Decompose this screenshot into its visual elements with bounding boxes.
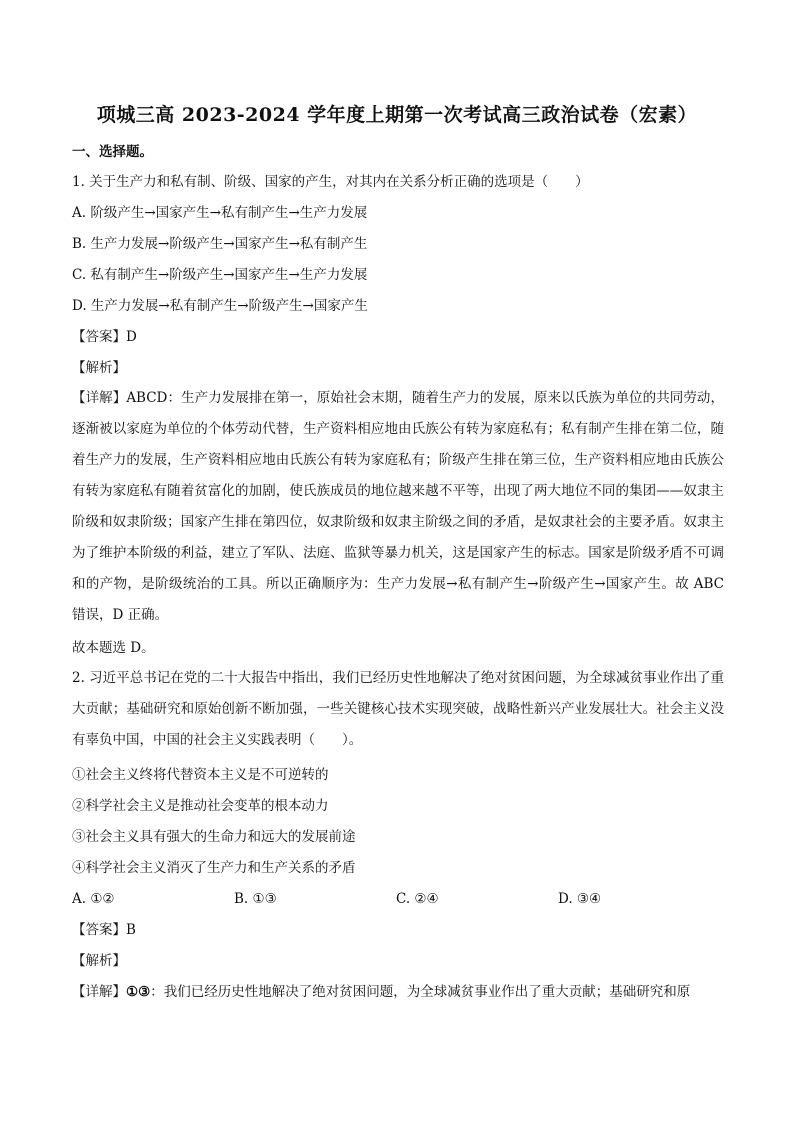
q1-detail-label: 【详解】 xyxy=(72,390,127,406)
q1-stem: 1. 关于生产力和私有制、阶级、国家的产生，对其内在关系分析正确的选项是（ ） xyxy=(72,174,589,190)
q2-options xyxy=(72,890,601,908)
q2-answer: 【答案】B xyxy=(72,922,136,938)
q2-statement-4: ④科学社会主义消灭了生产力和生产关系的矛盾 xyxy=(72,860,356,876)
q2-statement-2: ②科学社会主义是推动社会变革的根本动力 xyxy=(72,798,329,814)
q2-detail xyxy=(72,983,736,1001)
q2-option-b: B. ①③ xyxy=(234,891,277,907)
q1-detail-text: ABCD：生产力发展排在第一，原始社会末期，随着生产力的发展，原来以氏族为单位的共同劳动，逐渐被以家庭为单位的个体劳动代替，生产资料相应地由氏族公有转为家庭私有；私有制产生排在第二位，随着生产力的发展，生产资料相应地由氏族公有转为家庭私有；阶级产生排在第三位，生产资料相应地由氏族公有转为家庭私有随着贫富化的加剧，使氏族成员的地位越来越不平等，出现了两大地位不同的集团——奴隶主阶级和奴隶阶级；国家产生排在第四位，奴隶阶级和奴隶主阶级之间的矛盾，是奴隶社会的主要矛盾。奴隶主为了维护本阶级的利益，建立了军队、法庭、监狱等暴力机关，这是国家产生的标志。国家是阶级矛盾不可调和的产物，是阶级统治的工具。所以正确顺序为：生产力发展→私有制产生→阶级产生→国家产生。故 ABC 错误，D 正确。 xyxy=(72,390,725,623)
q2-statement-1: ①社会主义终将代替资本主义是不可逆转的 xyxy=(72,767,329,783)
q2-option-d: D. ③④ xyxy=(558,891,602,907)
q2-option-a: A. ①② xyxy=(72,891,115,907)
q1-option-d: D. 生产力发展→私有制产生→阶级产生→国家产生 xyxy=(72,298,368,314)
q2-statement-3: ③社会主义具有强大的生命力和远大的发展前途 xyxy=(72,829,356,845)
q1-conclusion: 故本题选 D。 xyxy=(72,640,155,656)
q2-detail-bold: ①③ xyxy=(126,984,151,1000)
q2-option-c: C. ②④ xyxy=(396,891,439,907)
q1-option-a: A. 阶级产生→国家产生→私有制产生→生产力发展 xyxy=(72,205,368,221)
page-title: 项城三高 2023-2024 学年度上期第一次考试高三政治试卷（宏素） xyxy=(96,104,698,126)
section-heading: 一、选择题。 xyxy=(72,144,153,160)
q1-analysis-label: 【解析】 xyxy=(72,360,126,376)
q1-answer: 【答案】D xyxy=(72,329,137,345)
q2-analysis-label: 【解析】 xyxy=(72,953,126,969)
q1-detail xyxy=(72,383,724,631)
q1-option-b: B. 生产力发展→阶级产生→国家产生→私有制产生 xyxy=(72,236,368,252)
q1-option-c: C. 私有制产生→阶级产生→国家产生→生产力发展 xyxy=(72,267,368,283)
q2-stem: 2. 习近平总书记在党的二十大报告中指出，我们已经历史性地解决了绝对贫困问题，为全球减贫事业作出了重大贡献；基础研究和原始创新不断加强，一些关键核心技术实现突破，战略性新兴产业发展壮大。社会主义没有辜负中国，中国的社会主义实践表明（ ）。 xyxy=(72,670,724,748)
q2-detail-label: 【详解】 xyxy=(72,984,126,1000)
q2-detail-text: ：我们已经历史性地解决了绝对贫困问题，为全球减贫事业作出了重大贡献；基础研究和原 xyxy=(150,984,691,1000)
